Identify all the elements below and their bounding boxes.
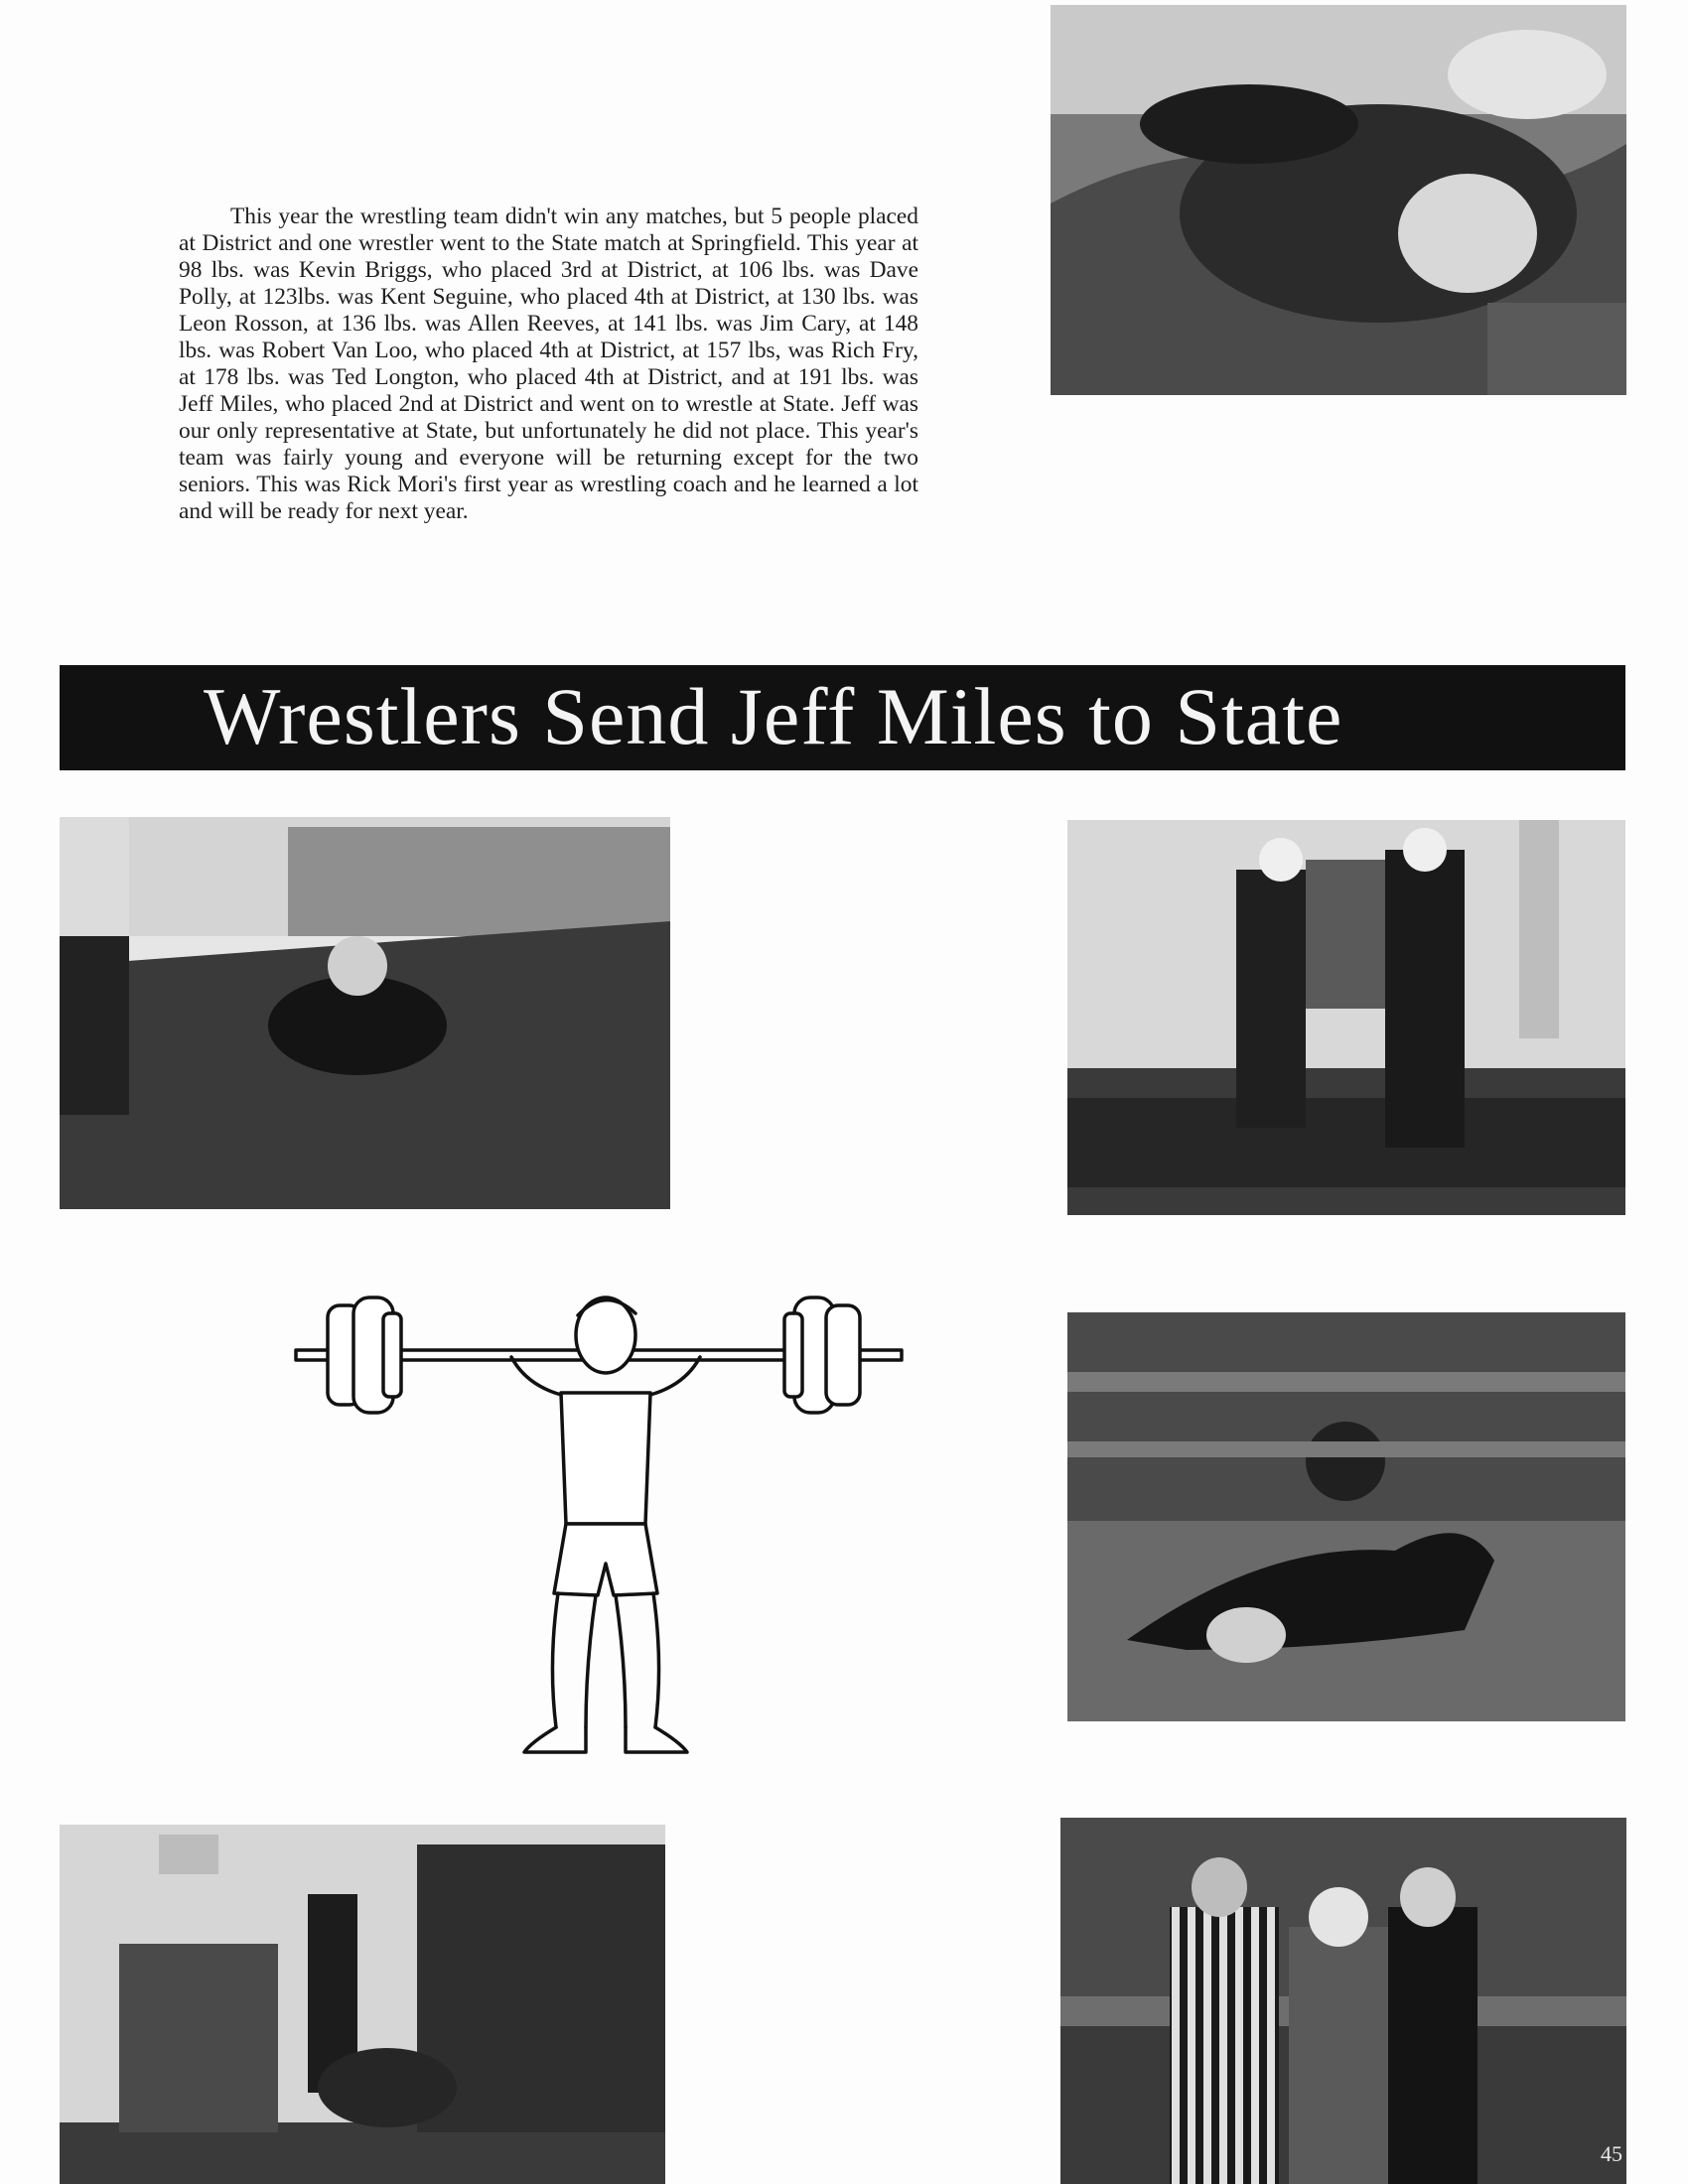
photo-mat-takedown <box>60 817 670 1209</box>
title-banner <box>60 665 1625 770</box>
photo-crowd-pin <box>1067 1312 1625 1721</box>
photo-referee-standing-bout <box>1067 820 1625 1215</box>
page-number: 45 <box>1601 2141 1622 2166</box>
page-title: Wrestlers Send Jeff Miles to State <box>204 671 1343 761</box>
photo-wrestlers-top-right <box>1051 5 1626 395</box>
story-paragraph: This year the wrestling team didn't win any matches, but 5 people placed at District and one wrestler went to the State match at Springfield. This year at 98 lbs. was Kevin Briggs, who placed 3rd at District, at 106 lbs. was Dave Polly, at 123lbs. was Kent Seguine, who placed 4th at District, at 130 lbs. was Leon Rosson, at 136 lbs. was Allen Reeves, at 141 lbs. was Jim Cary, at 148 lbs. was Robert Van Loo, who placed 4th at District, at 157 lbs, was Rich Fry, at 178 lbs. was Ted Longton, who placed 4th at District, and at 191 lbs. was Jeff Miles, who placed 2nd at District and went on to wrestle at State. Jeff was our only representative at State, but unfortunately he did not place. This year's team was fairly young and everyone will be returning except for the two seniors. This was Rick Mori's first year as wrestling coach and he learned a lot and will be ready for next year. <box>179 204 918 524</box>
weightlifter-illustration <box>288 1276 914 1762</box>
photo-referee-bleachers-left <box>60 1825 665 2184</box>
photo-referee-grapple-right <box>1060 1818 1626 2184</box>
